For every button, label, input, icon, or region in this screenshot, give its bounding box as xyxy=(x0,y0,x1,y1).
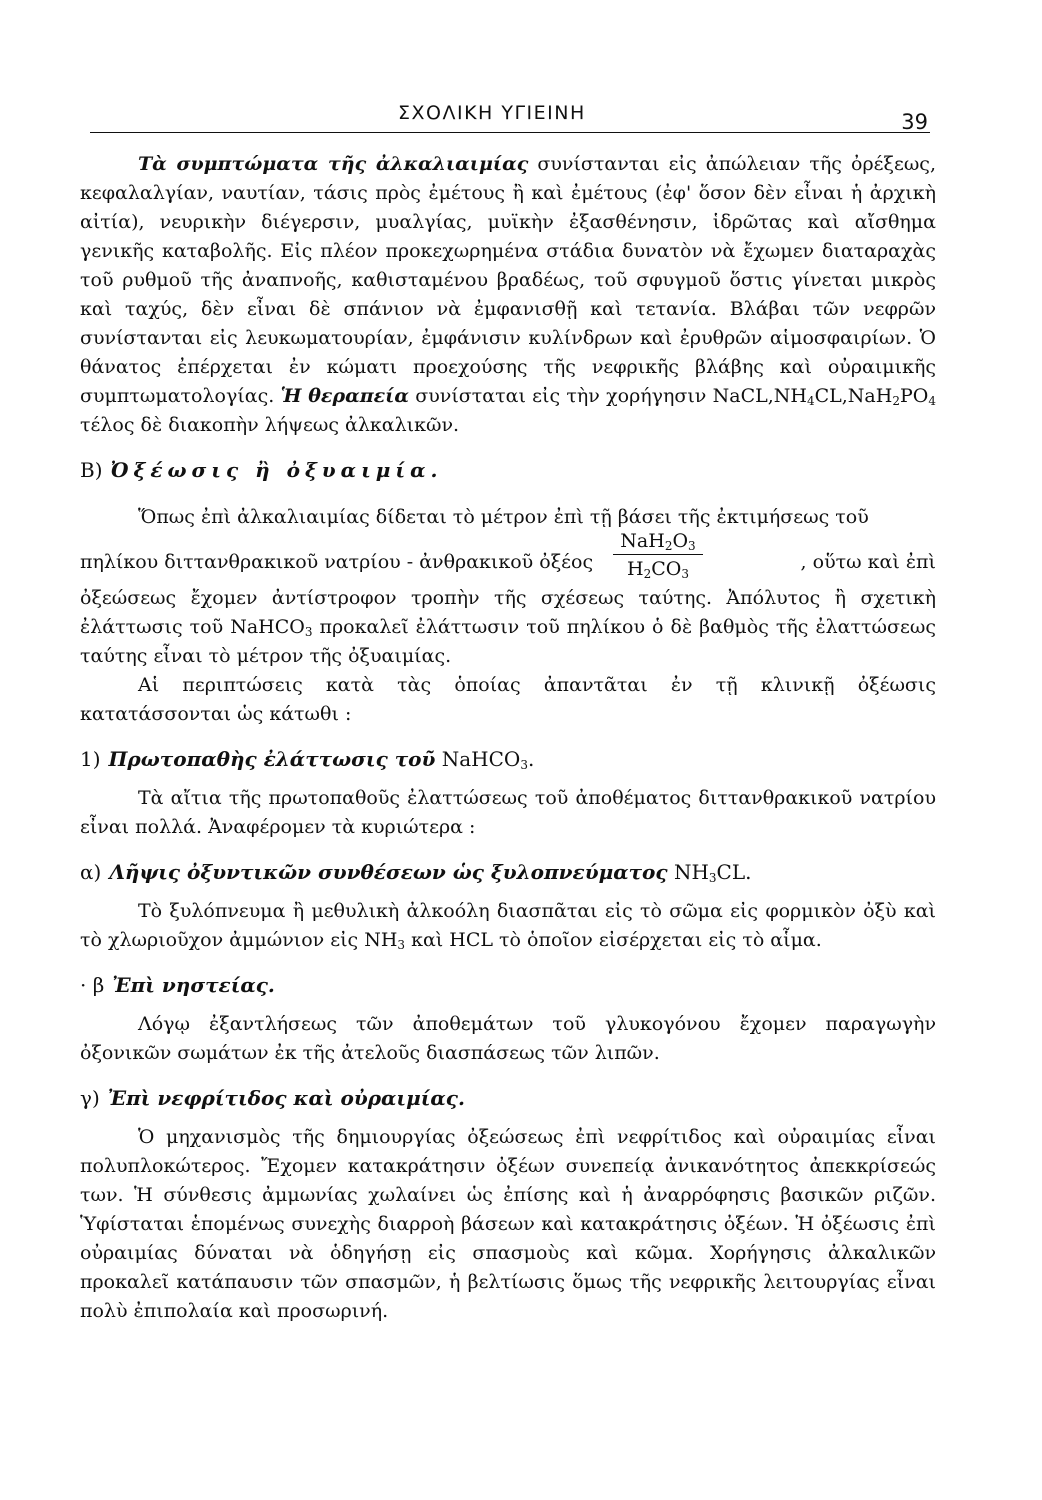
therapy-sub: 4 xyxy=(806,394,815,408)
denominator-text: CO xyxy=(651,558,682,580)
item-a-formula-sub: 3 xyxy=(708,871,717,885)
item-a-title: Λῆψις ὀξυντικῶν συνθέσεων ὡς ξυλοπνεύματος xyxy=(109,860,668,884)
quotient-fraction xyxy=(613,528,703,583)
page-number: 39 xyxy=(901,110,928,134)
quotient-tail: , οὕτω καὶ ἐπὶ xyxy=(800,551,936,573)
section-b-marker: Β) xyxy=(80,458,103,482)
item-1-marker: 1) xyxy=(80,747,101,771)
denominator-sub: 2 xyxy=(643,567,652,581)
acidosis-text: ὀξεώσεως ἔχομεν ἀντίστροφον τροπὴν τῆς σχέσεως ταύτης. Ἀπόλυτος ἢ σχετικὴ ἐλάττωσις τοῦ NaHCO xyxy=(80,587,936,638)
cases-intro: Αἱ περιπτώσεις κατὰ τὰς ὁποίας ἀπαντᾶται ἐν τῇ κλινικῇ ὀξέωσις κατατάσσονται ὡς κάτωθι : xyxy=(80,674,936,725)
alkalosis-lead: Τὰ συμπτώματα τῆς ἀλκαλιαιμίας xyxy=(138,153,529,175)
item-a-marker: α) xyxy=(80,860,102,884)
header-rule xyxy=(90,132,930,133)
acidosis-intro-line: Ὅπως ἐπὶ ἀλκαλιαιμίας δίδεται τὸ μέτρον ἐπὶ τῇ βάσει τῆς ἐκτιμήσεως τοῦ xyxy=(138,506,869,528)
item-1-heading xyxy=(80,745,936,774)
fraction-numerator xyxy=(613,528,703,555)
numerator-text: NaH xyxy=(620,530,665,552)
therapy-label: Ἡ θεραπεία xyxy=(280,385,409,407)
item-a-formula: NH xyxy=(673,860,709,884)
numerator-text: O xyxy=(672,530,689,552)
numerator-sub: 3 xyxy=(688,539,696,553)
acidosis-paragraph xyxy=(80,584,936,671)
item-b-heading xyxy=(80,971,936,1000)
running-title: ΣΧΟΛΙΚΗ ΥΓΙΕΙΝΗ xyxy=(398,102,586,124)
fraction-denominator xyxy=(613,555,703,583)
quotient-lead: πηλίκου διττανθρακικοῦ νατρίου - ἀνθρακικοῦ ὀξέος xyxy=(80,551,594,573)
therapy-sub: 2 xyxy=(892,394,900,408)
item-1-formula-sub: 3 xyxy=(520,758,528,772)
page-header xyxy=(90,100,930,136)
item-a-formula-end: CL. xyxy=(716,860,752,884)
section-b-heading xyxy=(80,456,936,485)
alkalosis-text: συνίστανται εἰς ἀπώλειαν τῆς ὀρέξεως, κεφαλαλγίαν, ναυτίαν, τάσις πρὸς ἐμέτους ἢ καὶ ἐμέτους (ἐφ' ὅσον δὲν εἶναι ἡ ἀρχικὴ αἰτία), νευρικὴν διέγερσιν, μυαλγίας, μυϊκὴν ἐξασθένησιν, ἱδρῶτας καὶ αἴσθημα γενικῆς καταβολῆς. Εἰς πλέον προκεχωρημένα στάδια δυνατὸν νὰ ἔχωμεν διαταραχὰς τοῦ ρυθμοῦ τῆς ἀναπνοῆς, καθισταμένου βραδέως, τοῦ σφυγμοῦ ὅστις γίνεται μικρὸς καὶ ταχύς, δὲν εἶναι δὲ σπάνιον νὰ ἐμφανισθῇ καὶ τετανία. Βλάβαι τῶν νεφρῶν συνίστανται εἰς λευκωματουρίαν, ἐμφάνισιν κυλίνδρων καὶ ἐρυθρῶν αἱμοσφαιρίων. Ὁ θάνατος ἐπέρχεται ἐν κώματι προεχούσης τῆς νεφρικῆς βλάβης καὶ οὐραιμικῆς συμπτωματολογίας. xyxy=(80,153,936,407)
item-a-text xyxy=(80,897,936,955)
page-body xyxy=(80,150,936,1326)
item-1-text: Τὰ αἴτια τῆς πρωτοπαθοῦς ἐλαττώσεως τοῦ ἀποθέματος διττανθρακικοῦ νατρίου εἶναι πολλά. Ἀναφέρομεν τὰ κυριώτερα : xyxy=(80,787,936,838)
item-c-title: Ἐπὶ νεφρίτιδος καὶ οὐραιμίας. xyxy=(107,1086,465,1110)
item-c-heading xyxy=(80,1084,936,1113)
item-1-formula-end: . xyxy=(527,747,535,771)
therapy-text: PO xyxy=(899,385,929,407)
item-c-marker: γ) xyxy=(80,1086,100,1110)
alkalosis-paragraph xyxy=(80,150,936,440)
item-b-marker: · β xyxy=(80,973,105,997)
acidosis-text: προκαλεῖ ἐλάττωσιν τοῦ πηλίκου ὁ δὲ βαθμὸς τῆς ἐλαττώσεως ταύτης εἶναι τὸ μέτρον τῆς ὀξυαιμίας. xyxy=(80,616,936,667)
denominator-text: H xyxy=(627,558,644,580)
therapy-sub: 4 xyxy=(928,394,936,408)
therapy-end: τέλος δὲ διακοπὴν λήψεως ἀλκαλικῶν. xyxy=(80,414,460,436)
item-c-text: Ὁ μηχανισμὸς τῆς δημιουργίας ὀξεώσεως ἐπὶ νεφρίτιδος καὶ οὐραιμίας εἶναι πολυπλοκώτερος. Ἔχομεν κατακράτησιν ὀξέων συνεπείᾳ ἀνικανότητος ἀπεκκρίσεώς των. Ἡ σύνθεσις ἀμμωνίας χωλαίνει ὡς ἐπίσης καὶ ἡ ἀναρρόφησις βασικῶν ριζῶν. Ὑφίσταται ἑπομένως συνεχὴς διαρροὴ βάσεων καὶ κατακράτησις ὀξέων. Ἡ ὀξέωσις ἐπὶ οὐραιμίας δύναται νὰ ὁδηγήσῃ εἰς σπασμοὺς καὶ κῶμα. Χορήγησις ἀλκαλικῶν προκαλεῖ κατάπαυσιν τῶν σπασμῶν, ἡ βελτίωσις ὅμως τῆς νεφρικῆς λειτουργίας εἶναι πολὺ ἐπιπολαία καὶ προσωρινή. xyxy=(80,1126,936,1322)
item-a-text-part: Τὸ ξυλόπνευμα ἢ μεθυλικὴ ἀλκοόλη διασπᾶται εἰς τὸ σῶμα εἰς φορμικὸν ὀξὺ καὶ τὸ χλωριοῦχον ἀμμώνιον εἰς NH xyxy=(80,900,936,951)
section-b-title: Ὀξέωσις ἢ ὀξυαιμία. xyxy=(110,458,443,482)
therapy-text: CL,NaH xyxy=(814,385,893,407)
item-b-title: Ἐπὶ νηστείας. xyxy=(112,973,275,997)
item-a-text-part: καὶ HCL τὸ ὁποῖον εἰσέρχεται εἰς τὸ αἷμα. xyxy=(405,929,822,951)
denominator-sub: 3 xyxy=(681,567,689,581)
item-b-text: Λόγῳ ἐξαντλήσεως τῶν ἀποθεμάτων τοῦ γλυκογόνου ἔχομεν παραγωγὴν ὀξονικῶν σωμάτων ἐκ τῆς ἀτελοῦς διασπάσεως τῶν λιπῶν. xyxy=(80,1013,936,1064)
item-1-title: Πρωτοπαθὴς ἐλάττωσις τοῦ xyxy=(108,747,436,771)
item-1-formula: NaHCO xyxy=(441,747,521,771)
numerator-sub: 2 xyxy=(664,539,673,553)
item-a-heading xyxy=(80,858,936,887)
acidosis-sub: 3 xyxy=(304,625,313,639)
quotient-line xyxy=(80,532,936,584)
therapy-text: συνίσταται εἰς τὴν χορήγησιν NaCL,NH xyxy=(408,385,807,407)
item-a-text-sub: 3 xyxy=(397,938,406,952)
